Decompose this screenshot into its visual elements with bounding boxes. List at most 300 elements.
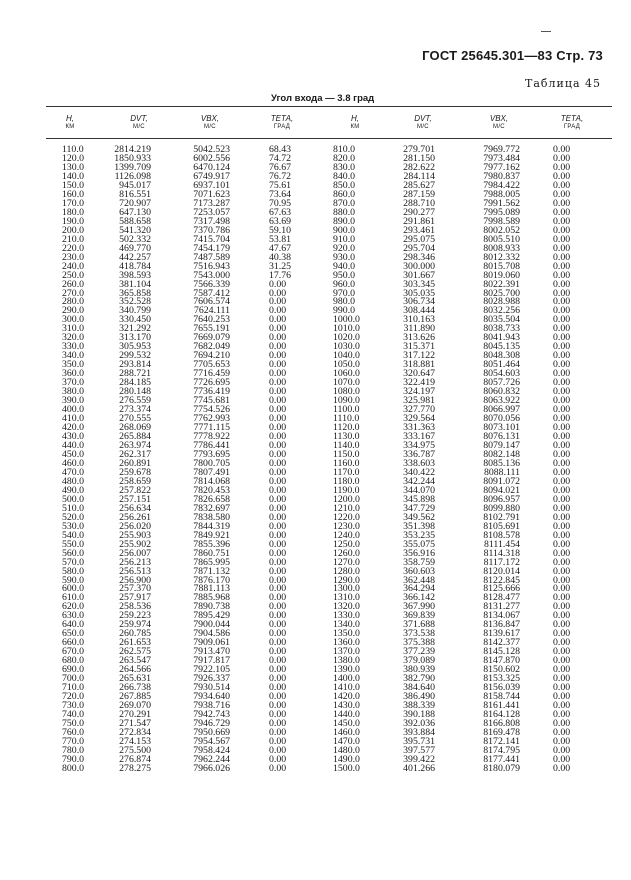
table-cell: 0.00 <box>269 404 287 416</box>
table-cell: 1090.0 <box>333 395 360 407</box>
table-cell: 0.00 <box>553 314 571 326</box>
table-cell: 284.114 <box>403 170 435 182</box>
table-cell: 0.00 <box>553 188 571 200</box>
table-cell: 0.00 <box>553 224 571 236</box>
table-cell: 320.0 <box>62 332 85 344</box>
table-cell: 285.627 <box>403 179 435 191</box>
table-cell: 750.0 <box>62 718 85 729</box>
table-cell: 8120.014 <box>483 565 520 577</box>
table-cell: 7881.113 <box>193 583 230 595</box>
table-cell: 255.903 <box>119 529 151 541</box>
table-cell: 340.422 <box>403 466 435 478</box>
column-header-name: ТЕТА, <box>270 114 294 123</box>
table-cell: 0.00 <box>553 206 571 218</box>
table-cell: 7934.640 <box>193 691 230 703</box>
table-cell: 720.0 <box>62 691 85 703</box>
table-cell: 6470.124 <box>193 161 230 173</box>
table-cell: 280.148 <box>119 386 151 398</box>
table-cell: 0.00 <box>269 395 287 407</box>
table-cell: 0.00 <box>553 332 571 344</box>
table-cell: 290.0 <box>62 305 85 317</box>
table-cell: 470.0 <box>62 466 85 478</box>
table-cell: 265.631 <box>119 673 151 685</box>
table-cell: 256.261 <box>119 511 151 523</box>
table-cell: 287.159 <box>403 188 435 200</box>
column-header <box>35 115 105 131</box>
table-cell: 7832.697 <box>193 502 230 514</box>
table-cell: 76.67 <box>269 161 292 173</box>
table-row <box>0 549 631 558</box>
table-cell: 1240.0 <box>333 529 360 541</box>
table-cell: 291.861 <box>403 215 435 227</box>
table-cell: 318.881 <box>403 359 435 371</box>
table-cell: 7966.026 <box>193 762 230 774</box>
table-row <box>0 486 631 495</box>
table-cell: 970.0 <box>333 287 356 299</box>
table-cell: 7938.716 <box>193 700 230 712</box>
column-header <box>247 115 317 131</box>
table-cell: 7771.115 <box>193 422 230 434</box>
table-cell: 31.25 <box>269 260 292 272</box>
table-cell: 270.0 <box>62 287 85 299</box>
table-cell: 760.0 <box>62 726 85 738</box>
table-cell: 630.0 <box>62 610 85 622</box>
table-cell: 580.0 <box>62 565 85 577</box>
table-cell: 352.528 <box>119 296 151 308</box>
table-cell: 321.292 <box>119 323 151 335</box>
table-cell: 660.0 <box>62 637 85 649</box>
table-cell: 310.163 <box>403 314 435 326</box>
table-cell: 640.0 <box>62 619 85 631</box>
table-cell: 1330.0 <box>333 610 360 622</box>
table-cell: 240.0 <box>62 260 85 272</box>
table-cell: 0.00 <box>553 278 571 290</box>
table-row <box>0 576 631 585</box>
table-cell: 0.00 <box>553 735 571 747</box>
table-cell: 8105.691 <box>483 520 520 532</box>
table-cell: 7855.396 <box>193 538 230 550</box>
table-cell: 8122.845 <box>483 574 520 586</box>
table-cell: 0.00 <box>553 161 571 173</box>
table-cell: 257.822 <box>119 484 151 496</box>
table-cell: 0.00 <box>269 726 287 738</box>
table-cell: 0.00 <box>553 583 571 595</box>
table-cell: 7969.772 <box>483 144 520 155</box>
table-cell: 1150.0 <box>333 448 360 460</box>
table-row <box>0 531 631 540</box>
table-cell: 268.069 <box>119 422 151 434</box>
table-cell: 0.00 <box>269 583 287 595</box>
table-row <box>0 208 631 217</box>
table-cell: 8045.135 <box>483 341 520 353</box>
table-cell: 0.00 <box>553 610 571 622</box>
table-cell: 7487.589 <box>193 251 230 263</box>
table-cell: 53.81 <box>269 233 292 245</box>
table-row <box>0 369 631 378</box>
table-cell: 7754.526 <box>193 404 230 416</box>
table-cell: 0.00 <box>269 744 287 756</box>
table-cell: 700.0 <box>62 673 85 685</box>
table-cell: 0.00 <box>553 368 571 380</box>
table-cell: 0.00 <box>553 682 571 694</box>
table-cell: 1280.0 <box>333 565 360 577</box>
table-cell: 840.0 <box>333 170 356 182</box>
table-cell: 0.00 <box>553 466 571 478</box>
table-cell: 322.419 <box>403 377 435 389</box>
table-cell: 0.00 <box>269 520 287 532</box>
table-cell: 0.00 <box>553 502 571 514</box>
table-cell: 0.00 <box>553 664 571 676</box>
table-cell: 1300.0 <box>333 583 360 595</box>
table-cell: 930.0 <box>333 251 356 263</box>
table-cell: 588.658 <box>119 215 151 227</box>
table-cell: 74.72 <box>269 152 292 164</box>
table-cell: 460.0 <box>62 457 85 469</box>
table-cell: 1850.933 <box>114 152 151 164</box>
table-cell: 0.00 <box>553 673 571 685</box>
table-cell: 298.346 <box>403 251 435 263</box>
table-cell: 8057.726 <box>483 377 520 389</box>
table-row <box>0 522 631 531</box>
table-cell: 0.00 <box>553 484 571 496</box>
table-cell: 0.00 <box>269 529 287 541</box>
table-cell: 0.00 <box>269 673 287 685</box>
table-cell: 7726.695 <box>193 377 230 389</box>
table-cell: 399.422 <box>403 753 435 765</box>
table-cell: 1420.0 <box>333 691 360 703</box>
table-cell: 0.00 <box>269 753 287 765</box>
table-cell: 7762.993 <box>193 413 230 425</box>
table-cell: 1010.0 <box>333 323 360 335</box>
table-cell: 1270.0 <box>333 556 360 568</box>
table-cell: 520.0 <box>62 511 85 523</box>
table-cell: 740.0 <box>62 709 85 721</box>
table-cell: 1290.0 <box>333 574 360 586</box>
table-cell: 275.500 <box>119 744 151 756</box>
table-row <box>0 450 631 459</box>
table-cell: 190.0 <box>62 215 85 227</box>
column-header-name: H, <box>66 114 74 123</box>
table-row <box>0 333 631 342</box>
table-cell: 390.188 <box>403 709 435 721</box>
page-mark <box>541 31 551 32</box>
table-cell: 6749.917 <box>193 170 230 182</box>
table-cell: 0.00 <box>553 377 571 389</box>
table-cell: 8079.147 <box>483 439 520 451</box>
table-cell: 880.0 <box>333 206 356 218</box>
table-row <box>0 297 631 306</box>
table-cell: 0.00 <box>553 619 571 631</box>
column-header-unit: ГРАД <box>563 124 581 130</box>
table-cell: 0.00 <box>269 502 287 514</box>
table-cell: 1450.0 <box>333 718 360 729</box>
table-cell: 7543.000 <box>193 269 230 281</box>
table-cell: 0.00 <box>269 556 287 568</box>
table-cell: 295.075 <box>403 233 435 245</box>
table-cell: 510.0 <box>62 502 85 514</box>
table-cell: 340.799 <box>119 305 151 317</box>
table-cell: 340.0 <box>62 350 85 362</box>
column-header <box>537 115 607 131</box>
table-cell: 2814.219 <box>114 144 151 155</box>
table-cell: 450.0 <box>62 448 85 460</box>
table-cell: 720.907 <box>119 197 151 209</box>
table-cell: 420.0 <box>62 422 85 434</box>
table-cell: 1470.0 <box>333 735 360 747</box>
table-cell: 364.294 <box>403 583 435 595</box>
table-cell: 8156.039 <box>483 682 520 694</box>
table-row <box>0 602 631 611</box>
table-cell: 8134.067 <box>483 610 520 622</box>
table-cell: 8005.510 <box>483 233 520 245</box>
table-cell: 0.00 <box>553 700 571 712</box>
table-cell: 288.721 <box>119 368 151 380</box>
table-cell: 325.981 <box>403 395 435 407</box>
table-cell: 0.00 <box>553 655 571 667</box>
table-cell: 250.0 <box>62 269 85 281</box>
table-row <box>0 280 631 289</box>
table-cell: 1440.0 <box>333 709 360 721</box>
table-cell: 8088.111 <box>483 466 520 478</box>
table-cell: 0.00 <box>553 529 571 541</box>
table-cell: 0.00 <box>553 404 571 416</box>
table-cell: 8153.325 <box>483 673 520 685</box>
table-cell: 7694.210 <box>193 350 230 362</box>
table-cell: 0.00 <box>269 601 287 613</box>
table-cell: 0.00 <box>269 574 287 586</box>
table-cell: 1050.0 <box>333 359 360 371</box>
table-cell: 263.974 <box>119 439 151 451</box>
column-header <box>175 115 245 131</box>
table-cell: 690.0 <box>62 664 85 676</box>
table-cell: 0.00 <box>269 448 287 460</box>
table-cell: 344.070 <box>403 484 435 496</box>
table-cell: 0.00 <box>269 296 287 308</box>
table-cell: 8063.922 <box>483 395 520 407</box>
table-cell: 68.43 <box>269 144 292 155</box>
table-cell: 800.0 <box>62 762 85 774</box>
table-cell: 0.00 <box>269 646 287 658</box>
table-cell: 8048.308 <box>483 350 520 362</box>
table-cell: 288.710 <box>403 197 435 209</box>
table-row <box>0 423 631 432</box>
table-cell: 1460.0 <box>333 726 360 738</box>
table-cell: 8076.131 <box>483 431 520 442</box>
table-cell: 8150.602 <box>483 664 520 676</box>
table-cell: 63.69 <box>269 215 292 227</box>
table-cell: 0.00 <box>269 332 287 344</box>
table-cell: 7838.580 <box>193 511 230 523</box>
table-row <box>0 620 631 629</box>
table-cell: 7253.057 <box>193 206 230 218</box>
table-row <box>0 710 631 719</box>
table-cell: 1310.0 <box>333 592 360 604</box>
table-cell: 355.075 <box>403 538 435 550</box>
table-cell: 590.0 <box>62 574 85 586</box>
table-cell: 8172.141 <box>483 735 520 747</box>
table-row <box>0 163 631 172</box>
table-cell: 0.00 <box>553 493 571 505</box>
table-cell: 0.00 <box>553 628 571 640</box>
table-cell: 0.00 <box>269 359 287 371</box>
table-cell: 410.0 <box>62 413 85 425</box>
table-cell: 338.603 <box>403 457 435 469</box>
table-cell: 366.142 <box>403 592 435 604</box>
table-cell: 327.770 <box>403 404 435 416</box>
table-cell: 281.150 <box>403 152 435 164</box>
table-cell: 0.00 <box>553 287 571 299</box>
table-cell: 8019.060 <box>483 269 520 281</box>
table-cell: 0.00 <box>269 439 287 451</box>
table-row <box>0 172 631 181</box>
table-cell: 17.76 <box>269 269 292 281</box>
table-cell: 110.0 <box>62 144 84 155</box>
table-cell: 200.0 <box>62 224 85 236</box>
table-cell: 7778.922 <box>193 431 230 442</box>
table-cell: 980.0 <box>333 296 356 308</box>
table-cell: 1350.0 <box>333 628 360 640</box>
table-cell: 1260.0 <box>333 547 360 559</box>
table-row <box>0 154 631 163</box>
table-row <box>0 674 631 683</box>
table-cell: 540.0 <box>62 529 85 541</box>
table-cell: 0.00 <box>269 511 287 523</box>
table-cell: 8117.172 <box>483 556 520 568</box>
table-cell: 0.00 <box>269 610 287 622</box>
table-cell: 0.00 <box>553 350 571 362</box>
table-cell: 258.659 <box>119 475 151 487</box>
table-cell: 0.00 <box>553 511 571 523</box>
table-cell: 0.00 <box>269 484 287 496</box>
table-cell: 0.00 <box>269 700 287 712</box>
table-cell: 0.00 <box>269 655 287 667</box>
table-cell: 7980.837 <box>483 170 520 182</box>
table-cell: 1399.709 <box>114 161 151 173</box>
table-cell: 730.0 <box>62 700 85 712</box>
table-cell: 7317.498 <box>193 215 230 227</box>
table-cell: 392.036 <box>403 718 435 729</box>
table-cell: 1360.0 <box>333 637 360 649</box>
column-header-name: DVT, <box>130 114 148 123</box>
table-cell: 541.320 <box>119 224 151 236</box>
table-cell: 7669.079 <box>193 332 230 344</box>
table-cell: 7415.704 <box>193 233 230 245</box>
table-cell: 790.0 <box>62 753 85 765</box>
table-cell: 8085.136 <box>483 457 520 469</box>
table-row <box>0 701 631 710</box>
table-cell: 0.00 <box>553 260 571 272</box>
table-cell: 0.00 <box>553 439 571 451</box>
column-header-unit: КМ <box>65 124 75 130</box>
table-cell: 7849.921 <box>193 529 230 541</box>
table-cell: 0.00 <box>553 448 571 460</box>
table-cell: 384.640 <box>403 682 435 694</box>
table-cell: 1430.0 <box>333 700 360 712</box>
table-cell: 230.0 <box>62 251 85 263</box>
table-cell: 380.939 <box>403 664 435 676</box>
table-cell: 0.00 <box>269 377 287 389</box>
table-cell: 960.0 <box>333 278 356 290</box>
table-cell: 269.070 <box>119 700 151 712</box>
table-cell: 1180.0 <box>333 475 360 487</box>
table-cell: 0.00 <box>269 735 287 747</box>
table-cell: 8180.079 <box>483 762 520 774</box>
table-cell: 0.00 <box>553 233 571 245</box>
table-cell: 0.00 <box>269 475 287 487</box>
table-cell: 360.603 <box>403 565 435 577</box>
table-cell: 295.704 <box>403 242 435 254</box>
table-cell: 267.885 <box>119 691 151 703</box>
table-cell: 388.339 <box>403 700 435 712</box>
table-cell: 300.000 <box>403 260 435 272</box>
table-cell: 59.10 <box>269 224 292 236</box>
table-cell: 0.00 <box>553 691 571 703</box>
table-cell: 0.00 <box>553 215 571 227</box>
table-row <box>0 315 631 324</box>
table-row <box>0 477 631 486</box>
table-cell: 8114.318 <box>483 547 520 559</box>
table-cell: 0.00 <box>269 305 287 317</box>
table-cell: 1210.0 <box>333 502 360 514</box>
table-cell: 7640.253 <box>193 314 230 326</box>
column-header-unit: КМ <box>350 124 360 130</box>
table-cell: 386.490 <box>403 691 435 703</box>
table-cell: 282.622 <box>403 161 435 173</box>
table-cell: 279.701 <box>403 144 435 155</box>
table-cell: 6002.556 <box>193 152 230 164</box>
table-cell: 8025.700 <box>483 287 520 299</box>
table-cell: 1500.0 <box>333 762 360 774</box>
table-cell: 180.0 <box>62 206 85 218</box>
table-cell: 7736.419 <box>193 386 230 398</box>
table-cell: 260.785 <box>119 628 151 640</box>
table-cell: 397.577 <box>403 744 435 756</box>
table-cell: 257.370 <box>119 583 151 595</box>
table-cell: 1110.0 <box>333 413 360 425</box>
table-row <box>0 226 631 235</box>
table-row <box>0 540 631 549</box>
table-cell: 1120.0 <box>333 422 360 434</box>
table-row <box>0 755 631 764</box>
table-cell: 820.0 <box>333 152 356 164</box>
table-row <box>0 360 631 369</box>
table-cell: 170.0 <box>62 197 85 209</box>
table-cell: 7814.068 <box>193 475 230 487</box>
table-cell: 259.974 <box>119 619 151 631</box>
table-cell: 0.00 <box>553 386 571 398</box>
table-row <box>0 584 631 593</box>
table-cell: 7895.429 <box>193 610 230 622</box>
table-cell: 70.95 <box>269 197 292 209</box>
table-cell: 490.0 <box>62 484 85 496</box>
table-cell: 7926.337 <box>193 673 230 685</box>
table-cell: 710.0 <box>62 682 85 694</box>
table-cell: 0.00 <box>553 565 571 577</box>
table-cell: 336.787 <box>403 448 435 460</box>
table-row <box>0 504 631 513</box>
table-cell: 7705.653 <box>193 359 230 371</box>
column-header <box>320 115 390 131</box>
table-cell: 0.00 <box>553 359 571 371</box>
table-cell: 347.729 <box>403 502 435 514</box>
table-cell: 342.244 <box>403 475 435 487</box>
table-cell: 0.00 <box>269 619 287 631</box>
table-cell: 900.0 <box>333 224 356 236</box>
table-cell: 0.00 <box>269 637 287 649</box>
table-cell: 210.0 <box>62 233 85 245</box>
table-cell: 270.291 <box>119 709 151 721</box>
table-cell: 266.738 <box>119 682 151 694</box>
